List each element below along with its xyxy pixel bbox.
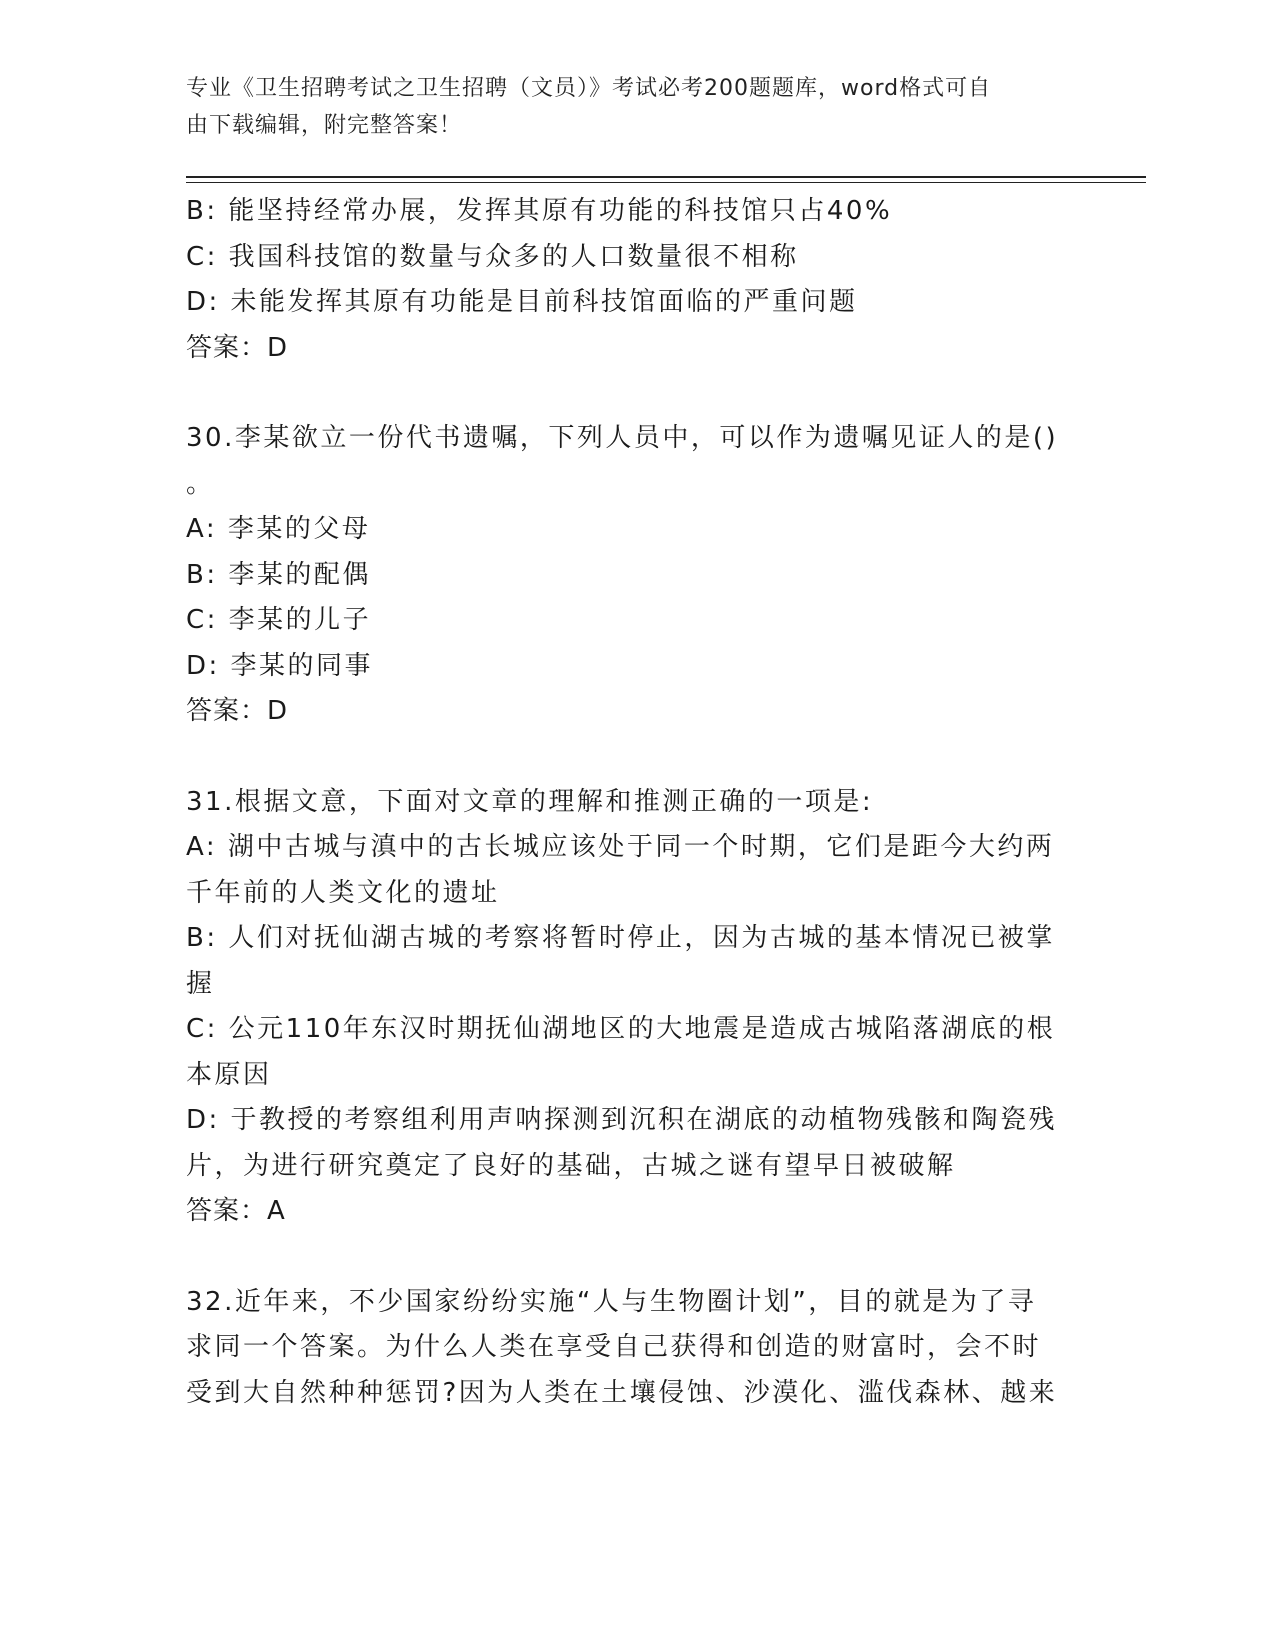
q32-stem-line-3: 受到大自然种种惩罚?因为人类在土壤侵蚀、沙漠化、滥伐森林、越来 [186, 1377, 1058, 1408]
question-30-block [186, 416, 1086, 735]
q30-option-a: A: 李某的父母 [186, 514, 371, 544]
q31-option-c-line-1: C: 公元110年东汉时期抚仙湖地区的大地震是造成古城陷落湖底的根 [186, 1014, 1056, 1044]
page-header [186, 70, 1066, 144]
q30-stem-line-2: 。 [186, 468, 215, 499]
header-title-line-1: 专业《卫生招聘考试之卫生招聘（文员）》考试必考200题题库，word格式可自 [186, 76, 992, 101]
q31-option-d-line-1: D: 于教授的考察组利用声呐探测到沉积在湖底的动植物残骸和陶瓷残 [186, 1105, 1058, 1135]
q31-stem: 31.根据文意，下面对文章的理解和推测正确的一项是: [186, 786, 874, 817]
q30-option-c: C: 李某的儿子 [186, 605, 372, 635]
question-31-block [186, 780, 1086, 1235]
q31-option-b-line-1: B: 人们对抚仙湖古城的考察将暂时停止，因为古城的基本情况已被掌 [186, 923, 1055, 953]
q32-stem-line-1: 32.近年来，不少国家纷纷实施“人与生物圈计划”，目的就是为了寻 [186, 1286, 1037, 1317]
q31-option-d-line-2: 片，为进行研究奠定了良好的基础，古城之谜有望早日被破解 [186, 1150, 956, 1181]
q31-option-a-line-1: A: 湖中古城与滇中的古长城应该处于同一个时期，它们是距今大约两 [186, 832, 1055, 862]
q30-option-b: B: 李某的配偶 [186, 559, 371, 590]
q32-stem-line-2: 求同一个答案。为什么人类在享受自己获得和创造的财富时，会不时 [186, 1332, 1042, 1362]
q29-option-d: D: 未能发挥其原有功能是目前科技馆面临的严重问题 [186, 287, 858, 317]
q31-option-c-line-2: 本原因 [186, 1059, 272, 1090]
q29-option-c: C: 我国科技馆的数量与众多的人口数量很不相称 [186, 241, 799, 272]
question-32-block [186, 1280, 1086, 1417]
q31-answer: 答案：A [186, 1196, 286, 1226]
spacer [186, 735, 1086, 780]
question-29-block [186, 189, 1086, 371]
q31-option-b-line-2: 握 [186, 968, 215, 999]
header-rule-thin [186, 182, 1146, 183]
q30-stem-line-1: 30.李某欲立一份代书遗嘱，下列人员中，可以作为遗嘱见证人的是() [186, 423, 1059, 453]
q29-answer: 答案：D [186, 332, 289, 363]
q30-answer: 答案：D [186, 696, 289, 726]
spacer [186, 1235, 1086, 1280]
q30-option-d: D: 李某的同事 [186, 650, 374, 681]
q29-option-b: B: 能坚持经常办展，发挥其原有功能的科技馆只占40% [186, 196, 893, 226]
header-rule-thick [186, 176, 1146, 178]
question-content [186, 189, 1086, 1416]
spacer [186, 371, 1086, 416]
q31-option-a-line-2: 千年前的人类文化的遗址 [186, 877, 500, 908]
header-title-line-2: 由下载编辑，附完整答案！ [186, 113, 463, 138]
